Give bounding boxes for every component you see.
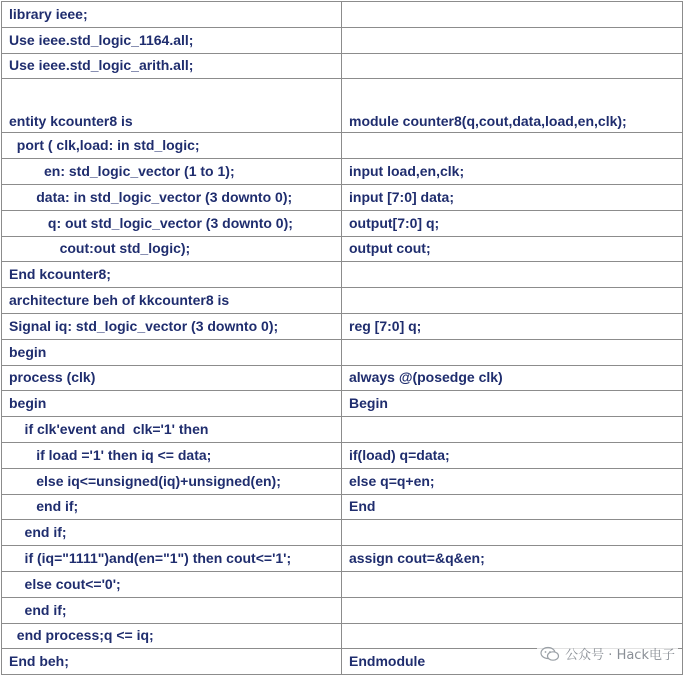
wechat-icon <box>540 646 560 662</box>
vhdl-code-cell: library ieee; <box>2 2 342 28</box>
verilog-code-cell <box>342 262 683 288</box>
vhdl-code-cell: begin <box>2 339 342 365</box>
table-row <box>2 53 683 79</box>
table-row <box>2 494 683 520</box>
vhdl-code-cell: end process;q <= iq; <box>2 623 342 649</box>
table-row <box>2 391 683 417</box>
vhdl-code-cell: cout:out std_logic); <box>2 236 342 262</box>
vhdl-code-cell: begin <box>2 391 342 417</box>
verilog-code-cell: output cout; <box>342 236 683 262</box>
table-row <box>2 365 683 391</box>
verilog-code-cell: Begin <box>342 391 683 417</box>
watermark-text: 公众号 · Hack电子 <box>565 648 675 663</box>
code-comparison-table <box>1 1 683 675</box>
vhdl-code-cell: entity kcounter8 is <box>2 79 342 133</box>
verilog-code-cell: if(load) q=data; <box>342 442 683 468</box>
verilog-code-cell <box>342 27 683 53</box>
table-row <box>2 313 683 339</box>
vhdl-code-cell: end if; <box>2 520 342 546</box>
table-row <box>2 159 683 185</box>
table-row <box>2 597 683 623</box>
vhdl-code-cell: end if; <box>2 597 342 623</box>
table-row <box>2 339 683 365</box>
vhdl-code-cell: else cout<='0'; <box>2 571 342 597</box>
table-row <box>2 571 683 597</box>
verilog-code-cell: else q=q+en; <box>342 468 683 494</box>
verilog-code-cell: reg [7:0] q; <box>342 313 683 339</box>
vhdl-code-cell: process (clk) <box>2 365 342 391</box>
table-row <box>2 210 683 236</box>
vhdl-code-cell: if (iq="1111")and(en="1") then cout<='1'; <box>2 546 342 572</box>
verilog-code-cell: output[7:0] q; <box>342 210 683 236</box>
vhdl-code-cell: else iq<=unsigned(iq)+unsigned(en); <box>2 468 342 494</box>
vhdl-code-cell: en: std_logic_vector (1 to 1); <box>2 159 342 185</box>
watermark <box>537 643 678 664</box>
vhdl-code-cell: q: out std_logic_vector (3 downto 0); <box>2 210 342 236</box>
verilog-code-cell <box>342 597 683 623</box>
vhdl-code-cell: end if; <box>2 494 342 520</box>
vhdl-code-cell: Signal iq: std_logic_vector (3 downto 0); <box>2 313 342 339</box>
verilog-code-cell <box>342 288 683 314</box>
verilog-code-cell: module counter8(q,cout,data,load,en,clk); <box>342 79 683 133</box>
verilog-code-cell: assign cout=&q&en; <box>342 546 683 572</box>
table-row <box>2 442 683 468</box>
verilog-code-cell: Endmodule <box>342 649 683 675</box>
verilog-code-cell <box>342 520 683 546</box>
verilog-code-cell <box>342 339 683 365</box>
verilog-code-cell: input [7:0] data; <box>342 184 683 210</box>
vhdl-code-cell: End kcounter8; <box>2 262 342 288</box>
table-row <box>2 236 683 262</box>
table-row <box>2 546 683 572</box>
table-row <box>2 133 683 159</box>
table-body <box>2 2 683 675</box>
verilog-code-cell: End <box>342 494 683 520</box>
vhdl-code-cell: Use ieee.std_logic_1164.all; <box>2 27 342 53</box>
table-row <box>2 184 683 210</box>
table-row <box>2 79 683 133</box>
vhdl-code-cell: architecture beh of kkcounter8 is <box>2 288 342 314</box>
table-row <box>2 2 683 28</box>
verilog-code-cell <box>342 53 683 79</box>
table-row <box>2 27 683 53</box>
verilog-code-cell: input load,en,clk; <box>342 159 683 185</box>
table-row <box>2 520 683 546</box>
verilog-code-cell <box>342 417 683 443</box>
verilog-code-cell <box>342 2 683 28</box>
vhdl-code-cell: End beh; <box>2 649 342 675</box>
table-row <box>2 468 683 494</box>
vhdl-code-cell: port ( clk,load: in std_logic; <box>2 133 342 159</box>
vhdl-code-cell: if clk'event and clk='1' then <box>2 417 342 443</box>
verilog-code-cell <box>342 571 683 597</box>
verilog-code-cell <box>342 133 683 159</box>
table-row <box>2 288 683 314</box>
verilog-code-cell: always @(posedge clk) <box>342 365 683 391</box>
vhdl-code-cell: if load ='1' then iq <= data; <box>2 442 342 468</box>
table-row <box>2 262 683 288</box>
table-row <box>2 417 683 443</box>
vhdl-code-cell: data: in std_logic_vector (3 downto 0); <box>2 184 342 210</box>
vhdl-code-cell: Use ieee.std_logic_arith.all; <box>2 53 342 79</box>
